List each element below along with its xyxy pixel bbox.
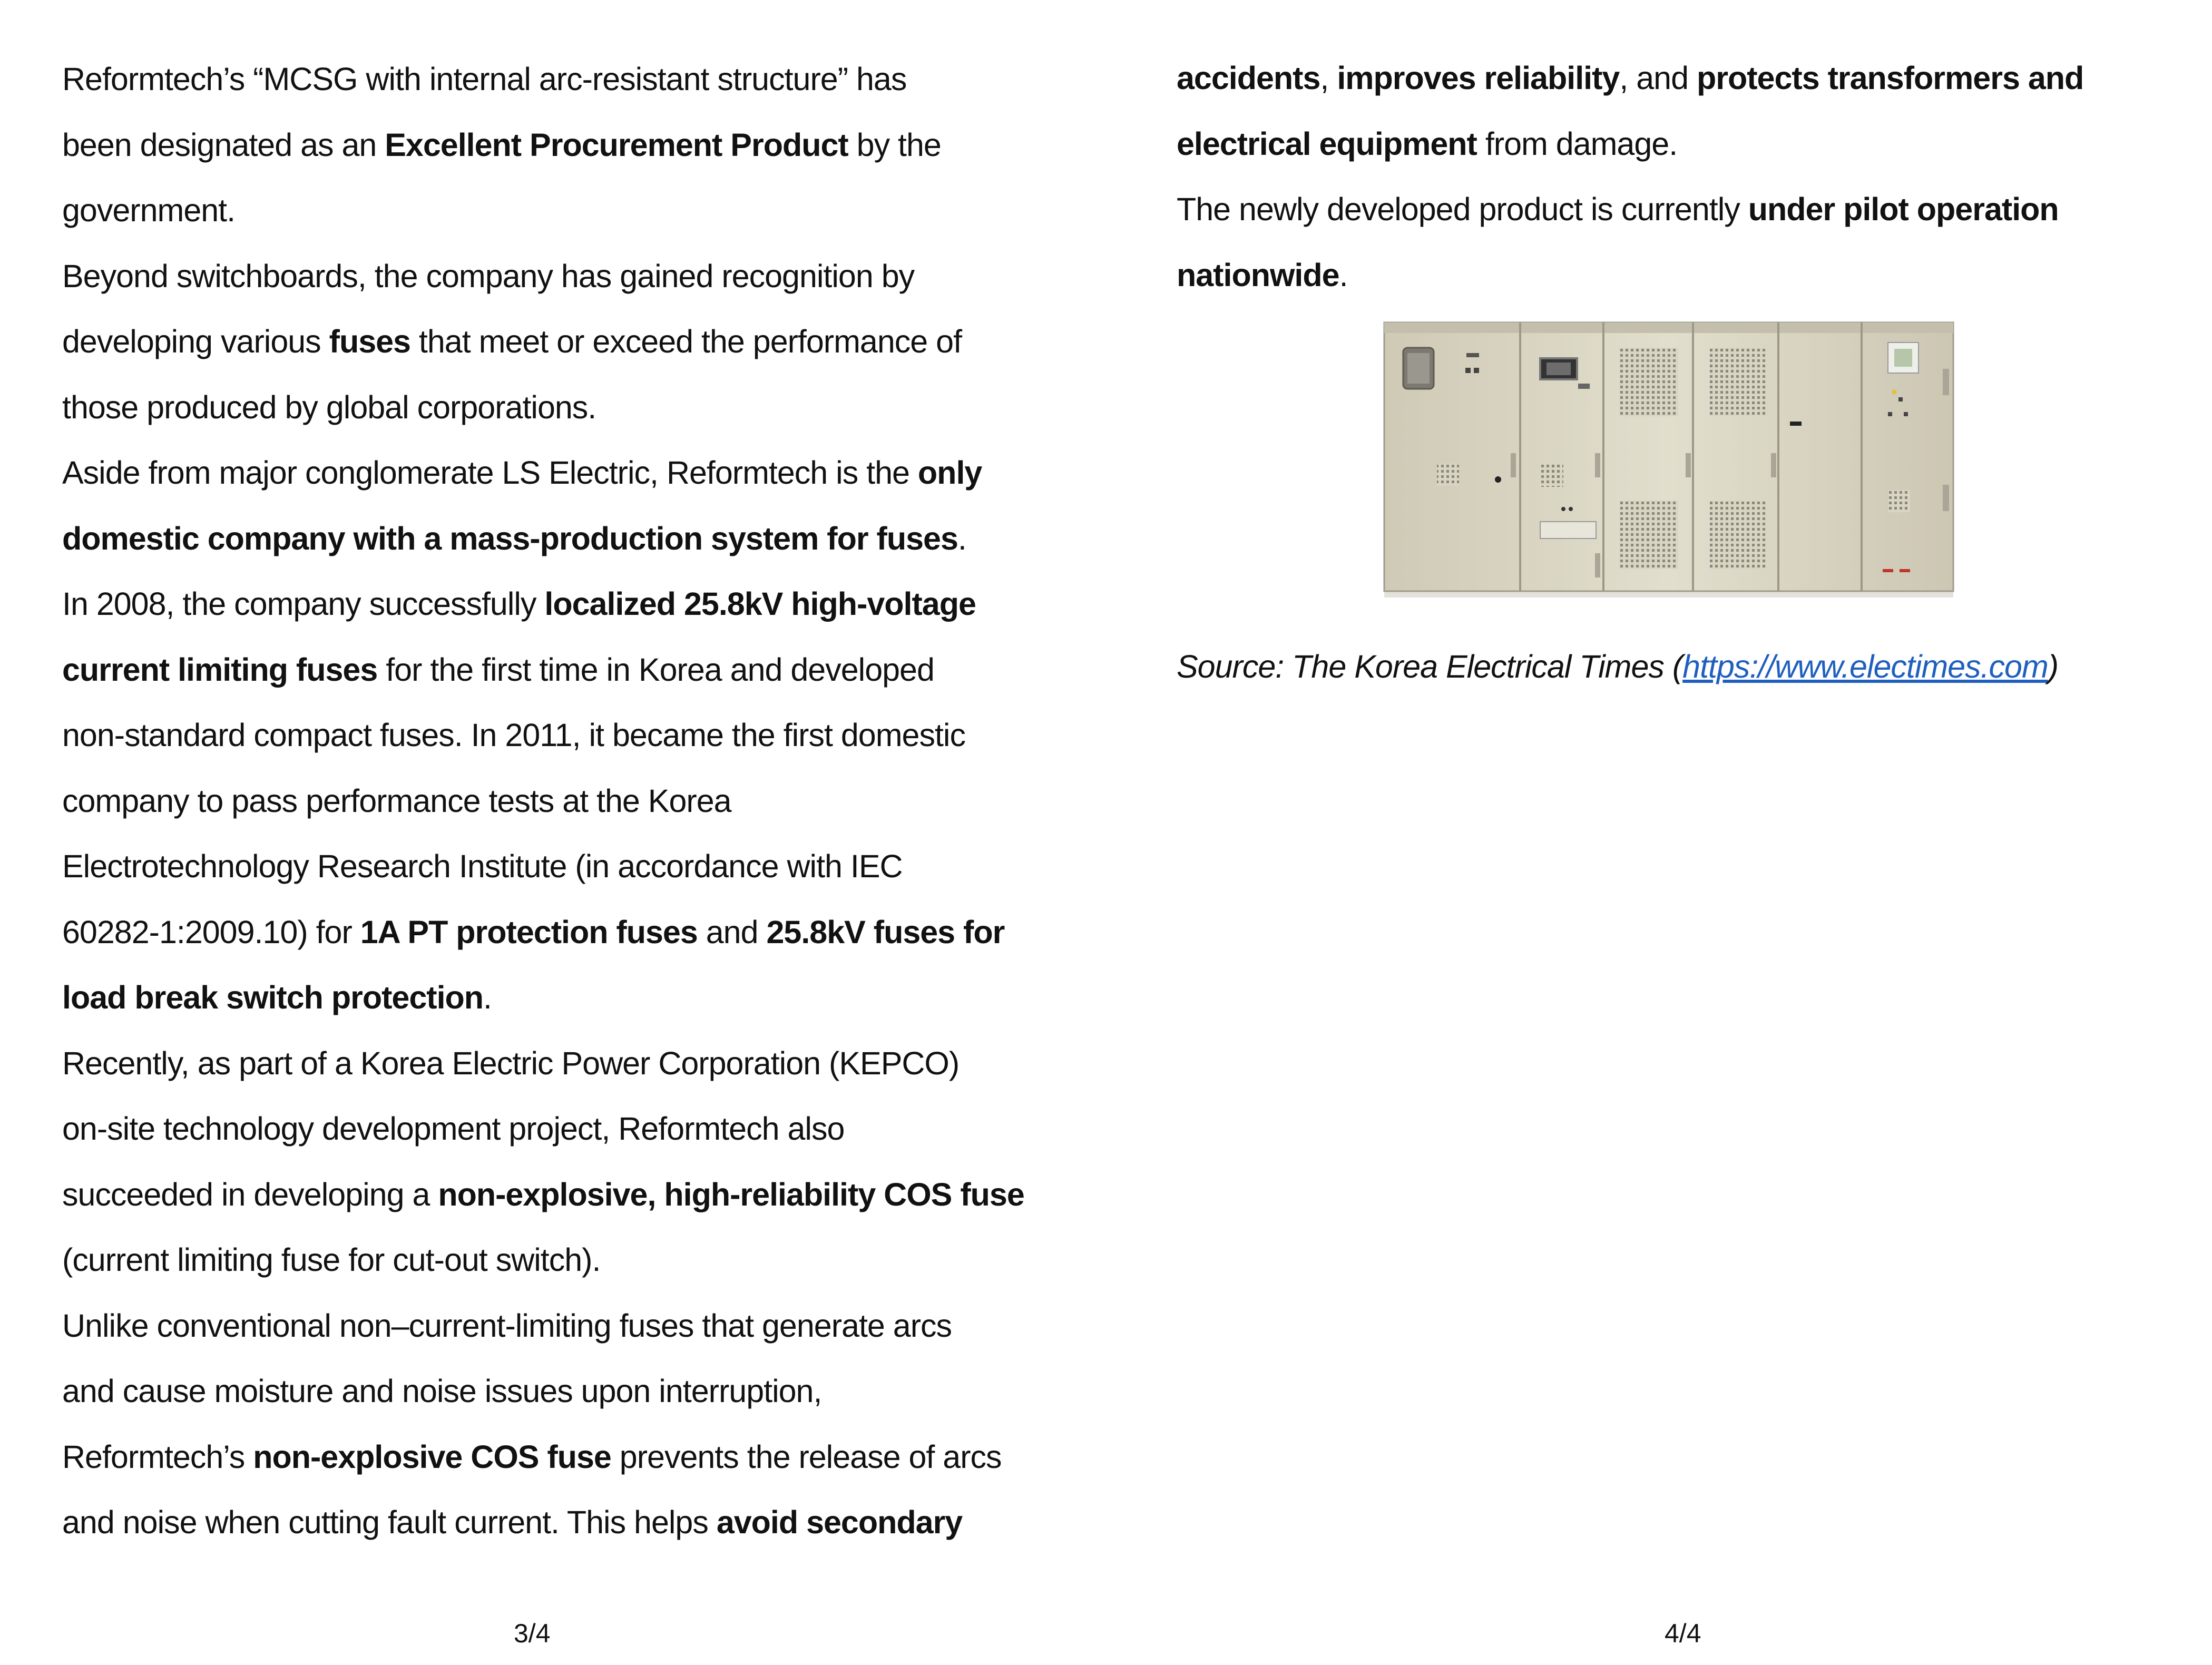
bold-text-run: protects transformers and (1696, 60, 2084, 96)
bold-text-run: electrical equipment (1177, 125, 1477, 162)
bold-text-run: improves reliability (1337, 60, 1620, 96)
bold-text-run: nationwide (1177, 257, 1339, 293)
text-run: 60282-1:2009.10) for (62, 914, 360, 950)
bold-text-run: accidents (1177, 60, 1320, 96)
text-run: for the first time in Korea and developed (377, 651, 934, 688)
bold-text-run: Excellent Procurement Product (385, 126, 848, 163)
text-line (62, 1162, 1063, 1228)
caption-prefix: Source: The Korea Electrical Times ( (1177, 649, 1683, 684)
text-line (1177, 177, 2178, 242)
text-run: and (697, 914, 767, 950)
caption-suffix: ) (2048, 649, 2059, 684)
text-run: government. (62, 192, 236, 228)
text-run: Reformtech’s “MCSG with internal arc-resistant structure” has (62, 61, 907, 97)
text-line (62, 243, 1063, 309)
text-line (1177, 45, 2178, 111)
text-line (62, 1031, 1063, 1096)
text-run: Beyond switchboards, the company has gained recognition by (62, 258, 915, 294)
text-run: . (483, 980, 492, 1015)
text-run: . (1339, 257, 1348, 293)
text-line (62, 112, 1063, 178)
text-run: that meet or exceed the performance of (410, 324, 962, 359)
bold-text-run: current limiting fuses (62, 651, 378, 688)
text-line (62, 1096, 1063, 1162)
page-number: 4/4 (1665, 1619, 1701, 1648)
text-line (62, 440, 1063, 506)
text-run: Electrotechnology Research Institute (in accordance with IEC (62, 848, 903, 884)
text-line (62, 834, 1063, 899)
text-run: The newly developed product is currently (1177, 191, 1748, 227)
text-line (62, 375, 1063, 440)
text-line (62, 571, 1063, 637)
text-run: company to pass performance tests at the Korea (62, 782, 731, 819)
text-run: Unlike conventional non–current-limiting fuses that generate arcs (62, 1307, 952, 1344)
bold-text-run: 1A PT protection fuses (360, 914, 698, 950)
text-run: developing various (62, 324, 329, 359)
text-run: In 2008, the company successfully (62, 586, 545, 622)
text-line (62, 899, 1063, 965)
text-run: , (1320, 60, 1337, 96)
bold-text-run: under pilot operation (1748, 191, 2059, 227)
text-run: , and (1619, 60, 1697, 96)
text-run: . (957, 520, 966, 556)
text-line (62, 965, 1063, 1031)
text-run: and noise when cutting fault current. This helps (62, 1504, 717, 1540)
text-run: Aside from major conglomerate LS Electric, Reformtech is the (62, 455, 918, 491)
text-line (62, 178, 1063, 243)
text-run: been designated as an (62, 126, 385, 163)
text-run: prevents the release of arcs (611, 1438, 1002, 1475)
text-run: and cause moisture and noise issues upon interruption, (62, 1373, 822, 1409)
switchgear-photo (1382, 316, 1955, 601)
text-run: (current limiting fuse for cut-out switch). (62, 1242, 601, 1278)
image-source-caption (1177, 634, 2058, 699)
text-line (62, 506, 1063, 572)
text-run: Recently, as part of a Korea Electric Power Corporation (KEPCO) (62, 1045, 960, 1081)
text-line (62, 702, 1063, 768)
page-number: 3/4 (514, 1619, 551, 1648)
bold-text-run: localized 25.8kV high-voltage (544, 586, 976, 622)
bold-text-run: avoid secondary (716, 1504, 963, 1540)
text-line (62, 46, 1063, 112)
text-run: those produced by global corporations. (62, 389, 596, 425)
text-line (62, 1424, 1063, 1490)
text-line (62, 1358, 1063, 1424)
text-line (62, 768, 1063, 834)
bold-text-run: 25.8kV fuses for (766, 914, 1005, 950)
body-text-column (1177, 45, 2178, 308)
bold-text-run: domestic company with a mass-production system for fuses (62, 520, 958, 556)
text-line (62, 309, 1063, 375)
bold-text-run: non-explosive COS fuse (253, 1438, 611, 1475)
page-4 (1106, 0, 2212, 1665)
text-line (1177, 242, 2178, 308)
text-line (62, 1490, 1063, 1555)
text-run: non-standard compact fuses. In 2011, it became the first domestic (62, 717, 965, 753)
text-run: Reformtech’s (62, 1438, 253, 1475)
text-line (62, 1293, 1063, 1359)
text-run: on-site technology development project, Reformtech also (62, 1111, 845, 1147)
bold-text-run: fuses (329, 324, 410, 359)
body-text-column (62, 46, 1063, 1555)
text-line (62, 637, 1063, 703)
source-link[interactable]: https://www.electimes.com (1682, 649, 2048, 684)
bold-text-run: only (917, 455, 982, 491)
text-line (62, 1227, 1063, 1293)
text-run: succeeded in developing a (62, 1176, 438, 1212)
bold-text-run: non-explosive, high-reliability COS fuse (438, 1176, 1024, 1212)
text-run: from damage. (1476, 125, 1678, 162)
text-line (1177, 111, 2178, 177)
bold-text-run: load break switch protection (62, 980, 484, 1015)
text-run: by the (848, 126, 941, 163)
